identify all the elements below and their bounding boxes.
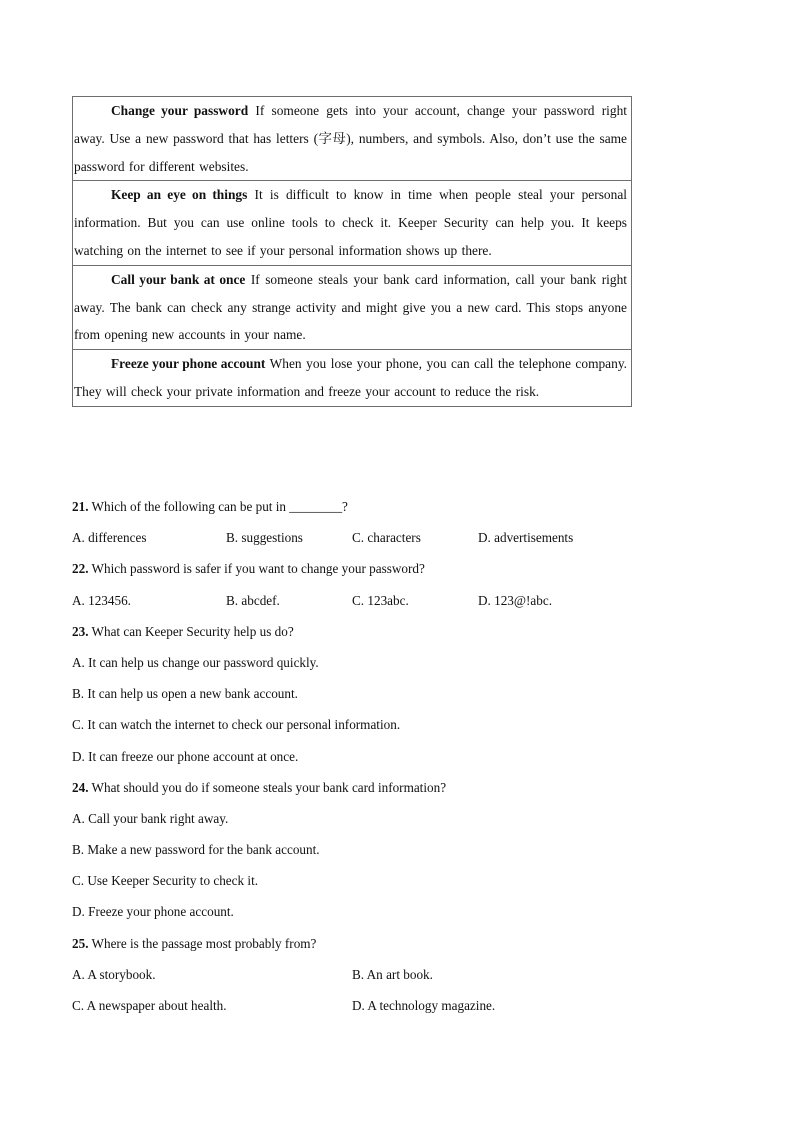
option-a[interactable]: A. A storybook.: [72, 966, 156, 982]
option-d[interactable]: D. It can freeze our phone account at once.: [72, 748, 299, 764]
question-number: 24.: [72, 779, 89, 795]
option-c[interactable]: C. It can watch the internet to check our personal information.: [72, 717, 401, 733]
option-d[interactable]: D. A technology magazine.: [352, 998, 496, 1013]
options-row: [72, 990, 712, 1021]
option-b[interactable]: B. suggestions: [226, 530, 303, 546]
option-c[interactable]: C. Use Keeper Security to check it.: [72, 873, 259, 889]
tip-row: [73, 350, 632, 407]
question-number: 23.: [72, 623, 89, 639]
options-row: [72, 585, 712, 616]
tip-text: It is difficult to know in time when people steal your personal information. But you can use online tools to check it. Keeper Security can help you. It keeps watching on the internet to see if your personal information shows up there.: [74, 187, 627, 258]
tip-cell: [73, 265, 632, 349]
option-c[interactable]: C. A newspaper about health.: [72, 998, 227, 1013]
option-a[interactable]: A. It can help us change our password quickly.: [72, 654, 319, 670]
option-d[interactable]: D. advertisements: [478, 530, 574, 546]
option-b[interactable]: B. An art book.: [352, 966, 433, 982]
tip-cell: [73, 97, 632, 181]
option-a[interactable]: A. differences: [72, 530, 147, 546]
question-22: [72, 553, 712, 584]
question-21: [72, 491, 712, 522]
tip-row: [73, 181, 632, 265]
question-24: [72, 772, 712, 803]
option-c[interactable]: C. characters: [352, 530, 421, 546]
tip-title: Keep an eye on things: [111, 187, 248, 203]
question-text: What can Keeper Security help us do?: [88, 623, 294, 639]
option-b[interactable]: B. It can help us open a new bank account.: [72, 686, 298, 702]
tip-cell: [73, 181, 632, 265]
question-25: [72, 928, 712, 959]
option-c[interactable]: C. 123abc.: [352, 592, 409, 608]
tip-title: Change your password: [111, 103, 249, 118]
tip-row: [73, 265, 632, 349]
question-text: Which password is safer if you want to change your password?: [88, 561, 425, 577]
options-row: [72, 522, 712, 553]
questions-section: [72, 491, 712, 1021]
option-b[interactable]: B. Make a new password for the bank account.: [72, 842, 320, 858]
question-text: Which of the following can be put in ________?: [88, 499, 348, 514]
option-a[interactable]: A. 123456.: [72, 592, 131, 608]
question-number: 22.: [72, 561, 89, 577]
tip-text: When you lose your phone, you can call the telephone company. They will check your private information and freeze your account to reduce the risk.: [74, 356, 627, 399]
question-number: 25.: [72, 935, 89, 951]
option-a[interactable]: A. Call your bank right away.: [72, 810, 229, 826]
tip-title: Call your bank at once: [111, 271, 246, 287]
question-text: Where is the passage most probably from?: [88, 935, 317, 951]
option-d[interactable]: D. 123@!abc.: [478, 592, 553, 608]
question-number: 21.: [72, 499, 89, 514]
option-b[interactable]: B. abcdef.: [226, 592, 280, 608]
tip-cell: [73, 350, 632, 407]
tip-row: [73, 97, 632, 181]
question-23: [72, 616, 712, 647]
tip-text: If someone steals your bank card information, call your bank right away. The bank can check any strange activity and might give you a new card. This stops anyone from opening new accounts in your name.: [74, 271, 627, 343]
tips-table: [72, 96, 632, 407]
tip-text: If someone gets into your account, change your password right away. Use a new password that has letters (字母), numbers, and symbols. Also, don’t use the same password for different websites.: [74, 103, 627, 174]
option-d[interactable]: D. Freeze your phone account.: [72, 904, 234, 920]
tip-title: Freeze your phone account: [111, 356, 266, 372]
question-text: What should you do if someone steals your bank card information?: [88, 779, 447, 795]
options-row: [72, 959, 712, 990]
